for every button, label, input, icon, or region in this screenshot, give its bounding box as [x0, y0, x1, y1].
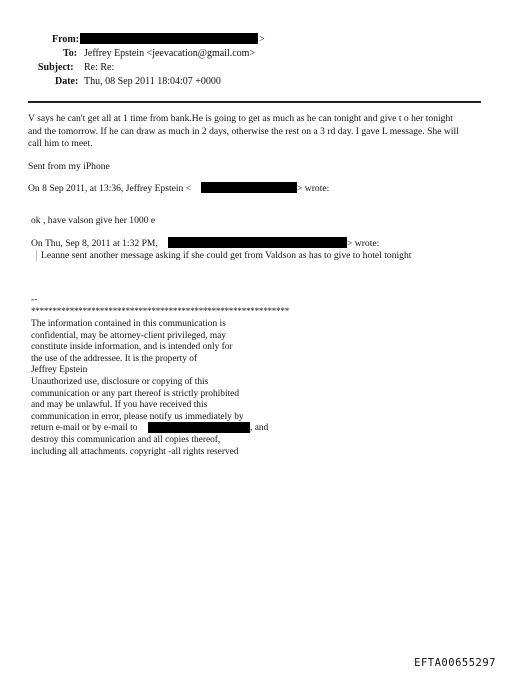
- disclaimer-line-3: constitute inside information, and is intended only for: [31, 342, 233, 353]
- signature-dashes: --: [31, 294, 38, 305]
- reply1-text: ok , have valson give her 1000 e: [31, 215, 156, 226]
- disclaimer-line-8: and may be unlawful. If you have received this: [31, 400, 208, 411]
- date-label: Date:: [55, 76, 79, 87]
- header-divider: [28, 101, 481, 103]
- redacted-email-1: [201, 182, 297, 193]
- reply2-wrote: > wrote:: [347, 238, 380, 249]
- message-line-3: call him to meet.: [28, 138, 93, 149]
- message-line-1: V says he can't get all at 1 time from bank.He is going to get as much as he can tonight and give t o her tonight: [28, 113, 453, 124]
- message-line-2: and the tomorrow. If he can draw as much in 2 days, otherwise the rest on a 3 rd day. I gave L message. She will: [28, 125, 459, 137]
- from-suffix: >: [259, 34, 265, 45]
- quote-bar: [36, 250, 37, 261]
- disclaimer-line-9: communication in error, please notify us immediately by: [31, 411, 244, 422]
- redacted-sender: [80, 33, 258, 44]
- disclaimer-line-2: confidential, may be attorney-client privileged, may: [31, 330, 226, 341]
- disclaimer-line-1: The information contained in this communication is: [31, 319, 226, 329]
- disclaimer-line-6: Unauthorized use, disclosure or copying of this: [31, 377, 209, 387]
- stars-line: ************************************************************: [31, 306, 290, 316]
- disclaimer-line-5: Jeffrey Epstein: [31, 365, 88, 376]
- document-id: EFTA00655297: [414, 657, 496, 669]
- disclaimer-line-11: destroy this communication and all copies thereof,: [31, 435, 221, 445]
- disclaimer-line-4: the use of the addressee. It is the property of: [31, 353, 198, 364]
- reply2-intro: On Thu, Sep 8, 2011 at 1:32 PM,: [31, 238, 158, 249]
- disclaimer-and: , and: [250, 423, 269, 434]
- reply1-wrote: > wrote:: [297, 183, 330, 194]
- subject-value: Re: Re:: [84, 62, 115, 73]
- reply2-text: Leanne sent another message asking if she could get from Valdson as has to give to hotel tonight: [41, 250, 412, 261]
- date-value: Thu, 08 Sep 2011 18:04:07 +0000: [84, 76, 221, 87]
- from-label: From:: [52, 34, 80, 45]
- subject-label: Subject:: [38, 62, 74, 73]
- redacted-email-2: [168, 237, 347, 248]
- to-label: To:: [63, 48, 78, 59]
- disclaimer-line-7: communication or any part thereof is strictly prohibited: [31, 388, 240, 399]
- disclaimer-line-10: return e-mail or by e-mail to: [31, 423, 138, 434]
- to-value: Jeffrey Epstein <jeevacation@gmail.com>: [84, 48, 256, 59]
- redacted-email-3: [148, 422, 250, 433]
- reply1-intro: On 8 Sep 2011, at 13:36, Jeffrey Epstein <: [28, 183, 192, 194]
- signature: Sent from my iPhone: [28, 161, 110, 172]
- disclaimer-line-12: including all attachments. copyright -all rights reserved: [31, 446, 239, 457]
